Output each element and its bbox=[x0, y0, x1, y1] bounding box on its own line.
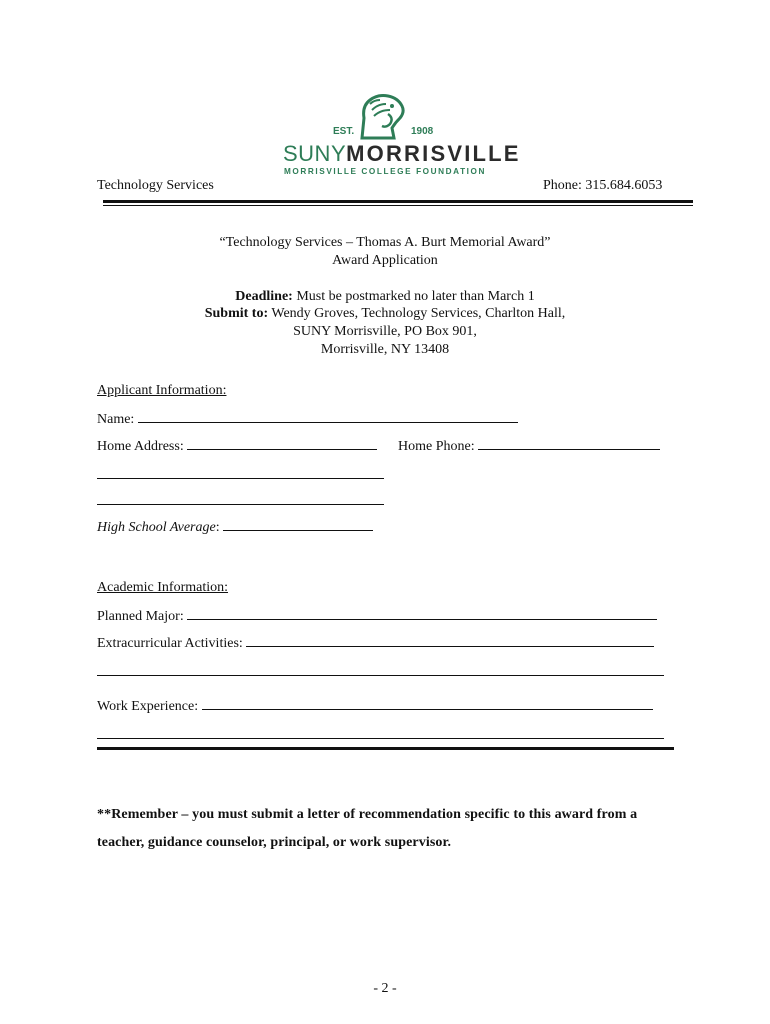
hs-average-blank[interactable] bbox=[223, 517, 373, 531]
header-rule-thin bbox=[103, 205, 693, 206]
logo-morrisville: MORRISVILLE bbox=[346, 141, 521, 166]
academic-heading: Academic Information: bbox=[97, 580, 229, 595]
home-phone-blank[interactable] bbox=[478, 436, 660, 450]
planned-major-blank[interactable] bbox=[187, 606, 657, 620]
work-experience-label: Work Experience: bbox=[97, 699, 202, 714]
work-experience-field[interactable] bbox=[97, 696, 653, 715]
logo-wordmark bbox=[283, 141, 521, 167]
logo-suny: SUNY bbox=[283, 141, 347, 166]
hs-average-label: High School Average bbox=[97, 520, 216, 535]
deadline-label: Deadline: bbox=[235, 289, 293, 304]
award-title: “Technology Services – Thomas A. Burt Memorial Award” bbox=[219, 235, 551, 250]
section-end-rule bbox=[97, 747, 674, 750]
address-line-1: SUNY Morrisville, PO Box 901, bbox=[293, 324, 477, 339]
address-blank-3[interactable] bbox=[97, 504, 384, 505]
award-subtitle: Award Application bbox=[332, 253, 438, 268]
header-rule-thick bbox=[103, 200, 693, 203]
planned-major-field[interactable] bbox=[97, 606, 657, 625]
planned-major-label: Planned Major: bbox=[97, 609, 188, 624]
name-blank[interactable] bbox=[138, 409, 518, 423]
est-label: EST. bbox=[333, 126, 355, 137]
deadline-line bbox=[0, 288, 770, 305]
home-address-field[interactable] bbox=[97, 436, 377, 455]
hs-average-colon: : bbox=[215, 520, 224, 535]
extracurricular-field[interactable] bbox=[97, 633, 654, 652]
address-blank-2[interactable] bbox=[97, 478, 384, 479]
address-line-2: Morrisville, NY 13408 bbox=[320, 342, 450, 357]
header-phone: Phone: 315.684.6053 bbox=[543, 178, 663, 193]
home-phone-field[interactable] bbox=[398, 436, 660, 455]
reminder-line-2: teacher, guidance counselor, principal, or work supervisor. bbox=[97, 835, 452, 850]
college-foundation-logo bbox=[283, 92, 521, 178]
name-label: Name: bbox=[97, 412, 138, 427]
hs-average-field[interactable] bbox=[97, 517, 373, 536]
work-experience-blank[interactable] bbox=[202, 696, 653, 710]
logo-foundation: MORRISVILLE COLLEGE FOUNDATION bbox=[284, 167, 487, 176]
name-field[interactable] bbox=[97, 409, 518, 428]
year-label: 1908 bbox=[411, 126, 434, 137]
reminder-line-1: **Remember – you must submit a letter of recommendation specific to this award from a bbox=[97, 807, 638, 822]
home-address-label: Home Address: bbox=[97, 439, 188, 454]
extracurricular-blank-2[interactable] bbox=[97, 675, 664, 676]
applicant-heading: Applicant Information: bbox=[97, 383, 227, 398]
work-experience-blank-2[interactable] bbox=[97, 738, 664, 739]
header-department: Technology Services bbox=[97, 178, 214, 193]
submit-text: Wendy Groves, Technology Services, Charlton Hall, bbox=[268, 306, 566, 321]
home-phone-label: Home Phone: bbox=[398, 439, 479, 454]
submit-label: Submit to: bbox=[204, 306, 269, 321]
home-address-blank[interactable] bbox=[187, 436, 377, 450]
extracurricular-blank[interactable] bbox=[246, 633, 654, 647]
page-number: - 2 - bbox=[373, 981, 397, 996]
submit-line bbox=[0, 305, 770, 322]
horse-head-icon bbox=[348, 92, 412, 142]
extracurricular-label: Extracurricular Activities: bbox=[97, 636, 247, 651]
deadline-text: Must be postmarked no later than March 1 bbox=[292, 289, 535, 304]
